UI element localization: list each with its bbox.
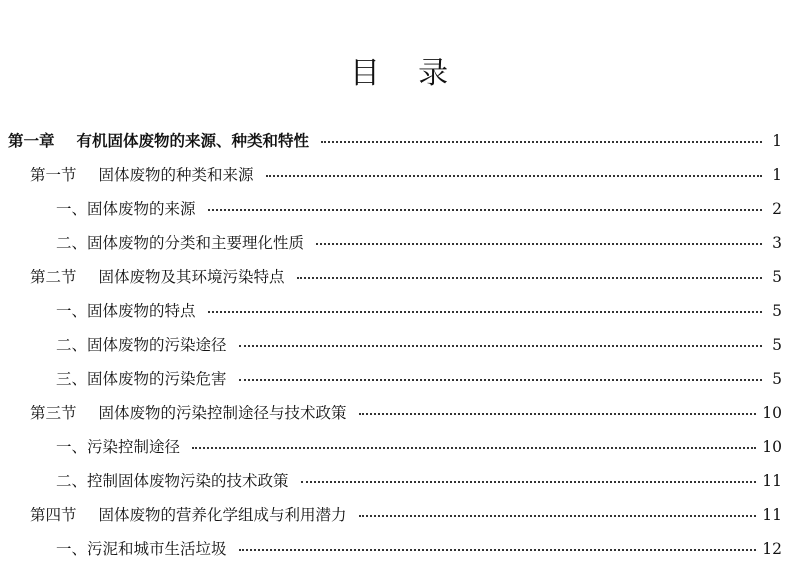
toc-entry-number: 一、 [56,302,88,320]
toc-entry-label: 固体废物及其环境污染特点 [98,268,285,286]
toc-entry-number: 第三节 [30,404,77,422]
toc-entry-section-2[interactable] [30,262,782,292]
dot-leader [359,413,757,415]
toc-entry-number: 一、 [56,200,88,218]
toc-entry-section-1[interactable] [30,160,782,190]
toc-entry-page: 11 [762,506,782,524]
dot-leader [316,243,762,245]
toc-entry-page: 10 [762,438,782,456]
dot-leader [297,277,762,279]
toc-entry-label: 固体废物的污染途径 [87,336,227,354]
toc-entry-number: 第四节 [30,506,77,524]
toc-entry-item[interactable] [56,330,782,360]
toc-entry-label: 固体废物的特点 [87,302,196,320]
dot-leader [301,481,757,483]
dot-leader [266,175,762,177]
toc-entry-item[interactable] [56,228,782,258]
dot-leader [208,209,762,211]
dot-leader [239,345,762,347]
dot-leader [208,311,762,313]
toc-entry-label: 控制固体废物污染的技术政策 [87,472,289,490]
toc-entry-number: 一、 [56,438,88,456]
toc-entry-page: 5 [772,268,782,286]
toc-entry-label: 固体废物的营养化学组成与利用潜力 [98,506,347,524]
toc-entry-number: 第一章 [8,132,55,150]
toc-entry-number: 一、 [56,540,88,558]
toc-entry-item[interactable] [56,296,782,326]
toc-entry-section-3[interactable] [30,398,782,428]
toc-entry-page: 1 [772,132,782,150]
toc-entry-item[interactable] [56,364,782,394]
toc-entry-item[interactable] [56,466,782,496]
toc-entry-number: 第二节 [30,268,77,286]
toc-entry-page: 2 [772,200,782,218]
toc-entry-page: 10 [762,404,782,422]
toc-entry-number: 二、 [56,336,88,354]
toc-entry-page: 5 [772,370,782,388]
dot-leader [239,549,757,551]
toc-entry-page: 1 [772,166,782,184]
toc-entry-number: 二、 [56,234,88,252]
toc-entry-item[interactable] [56,534,782,564]
toc-entry-label: 固体废物的来源 [87,200,196,218]
dot-leader [359,515,757,517]
dot-leader [239,379,762,381]
dot-leader [321,141,762,143]
toc-entry-label: 固体废物的污染控制途径与技术政策 [98,404,347,422]
toc-entry-page: 3 [772,234,782,252]
toc-entry-item[interactable] [56,432,782,462]
toc-entry-page: 5 [772,336,782,354]
toc-entry-label: 污染控制途径 [87,438,181,456]
toc-entry-label: 有机固体废物的来源、种类和特性 [76,132,310,150]
toc-entry-number: 第一节 [30,166,77,184]
toc-entry-chapter-1[interactable] [8,126,782,156]
toc-entry-item[interactable] [56,194,782,224]
toc-entry-label: 固体废物的污染危害 [87,370,227,388]
toc-entry-page: 12 [762,540,782,558]
toc-entry-number: 三、 [56,370,88,388]
toc-entry-label: 污泥和城市生活垃圾 [87,540,227,558]
toc-entry-label: 固体废物的分类和主要理化性质 [87,234,305,252]
dot-leader [192,447,756,449]
page-title: 目 录 [349,56,449,91]
toc-entry-section-4[interactable] [30,500,782,530]
toc-entry-page: 5 [772,302,782,320]
toc-entry-label: 固体废物的种类和来源 [98,166,254,184]
toc-entry-page: 11 [762,472,782,490]
toc-entry-number: 二、 [56,472,88,490]
